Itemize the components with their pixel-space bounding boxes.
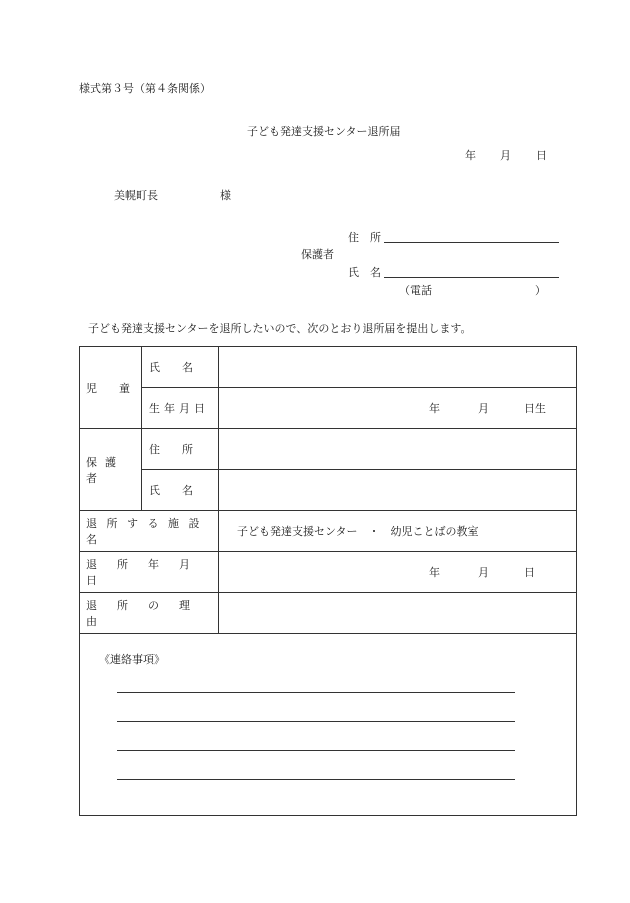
form-title: 子ども発達支援センター退所届 (247, 125, 401, 138)
guardian-address-row (80, 429, 577, 470)
withdrawal-form-table (79, 346, 577, 816)
guardian-name-row (80, 470, 577, 511)
guardian-address-label: 住 所 (348, 231, 381, 244)
leave-date-row (80, 552, 577, 593)
note-line-2[interactable] (117, 721, 515, 722)
leave-month-label: 月 (478, 566, 489, 579)
guardian-table-label: 保護者 (86, 455, 124, 485)
child-birth-row (80, 388, 577, 429)
facility-value-cell[interactable] (219, 511, 577, 552)
notes-row (80, 634, 577, 816)
child-name-label-cell (142, 347, 219, 388)
child-name-label: 氏 名 (149, 361, 193, 374)
guardian-name-label-cell (142, 470, 219, 511)
reason-input[interactable] (219, 593, 577, 634)
facility-row (80, 511, 577, 552)
note-line-3[interactable] (117, 750, 515, 751)
leave-year-label: 年 (429, 566, 440, 579)
guardian-name-input[interactable] (219, 470, 577, 511)
child-label: 児 童 (86, 381, 130, 395)
reason-label: 退所の理由 (86, 599, 210, 628)
phone-close-label: ） (535, 284, 546, 297)
child-birth-label: 生年月日 (149, 402, 209, 415)
addressee-name: 美幌町長 (114, 189, 158, 202)
leave-date-input[interactable] (219, 552, 577, 593)
submission-date-month: 月 (500, 149, 511, 162)
birth-suffix-label: 日生 (524, 402, 546, 415)
note-line-4[interactable] (117, 779, 515, 780)
birth-month-label: 月 (478, 402, 489, 415)
form-number: 様式第３号（第４条関係） (79, 82, 211, 95)
note-line-1[interactable] (117, 692, 515, 693)
facility-label-cell (80, 511, 219, 552)
child-name-input[interactable] (219, 347, 577, 388)
notes-cell[interactable] (80, 634, 577, 816)
phone-open-label: （電話 (399, 284, 432, 297)
submission-date-day: 日 (536, 149, 547, 162)
leave-day-label: 日 (524, 566, 535, 579)
facility-label: 退所する施設名 (86, 517, 209, 546)
guardian-address-line[interactable] (384, 242, 559, 243)
child-birth-label-cell (142, 388, 219, 429)
guardian-table-name-label: 氏 名 (149, 484, 193, 497)
birth-year-label: 年 (429, 402, 440, 415)
child-label-cell (80, 347, 142, 429)
guardian-name-line[interactable] (384, 277, 559, 278)
guardian-table-address-label: 住 所 (149, 443, 193, 456)
leave-date-label: 退所年月日 (86, 558, 210, 587)
guardian-name-label: 氏 名 (348, 266, 381, 279)
guardian-address-input[interactable] (219, 429, 577, 470)
facility-value: 子ども発達支援センター ・ 幼児ことばの教室 (237, 525, 479, 538)
guardian-group-label: 保護者 (301, 248, 334, 261)
notes-label: 《連絡事項》 (99, 653, 165, 666)
intro-text: 子ども発達支援センターを退所したいので、次のとおり退所届を提出します。 (88, 322, 472, 335)
submission-date-year: 年 (465, 149, 476, 162)
child-birth-input[interactable] (219, 388, 577, 429)
reason-row (80, 593, 577, 634)
guardian-address-label-cell (142, 429, 219, 470)
reason-label-cell (80, 593, 219, 634)
leave-date-label-cell (80, 552, 219, 593)
addressee-honorific: 様 (220, 189, 231, 202)
child-name-row (80, 347, 577, 388)
guardian-label-cell (80, 429, 142, 511)
